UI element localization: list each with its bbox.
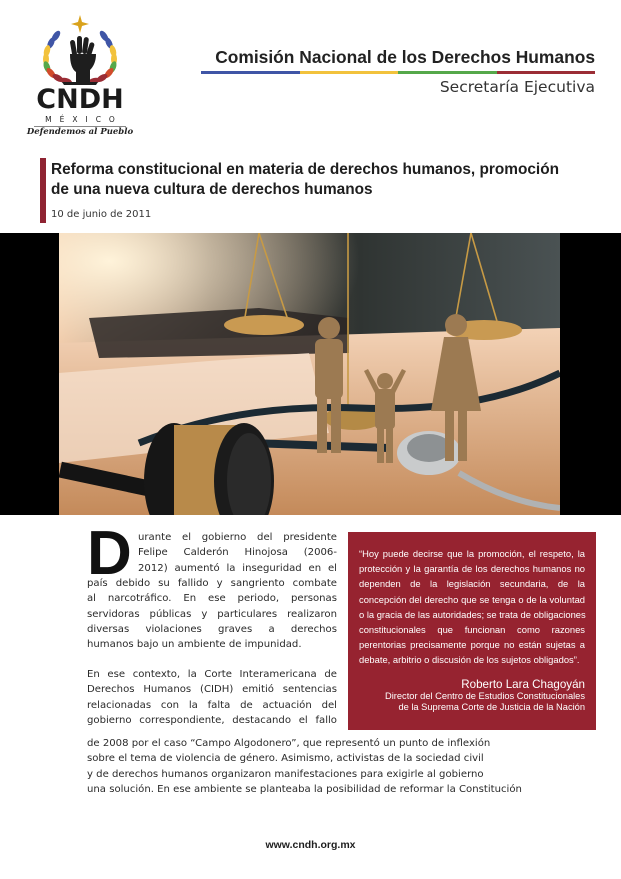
text-line: humanos bajo un ambiente de impunidad. [87,639,302,651]
organization-unit: Secretaría Ejecutiva [439,78,595,96]
quote-line: perentorias precisamente porque no están sujetas a [359,639,585,651]
text-line: sobre el tema de violencia de género. Asimismo, activistas de la sociedad civil [87,753,484,765]
logo-emblem [26,12,134,87]
text-line: servidoras públicas y particulares realizaron [87,608,337,620]
quote-line: debate, arbitrio o discusión de los sujetos obligados”. [359,654,580,666]
paragraph-2-continued [87,736,597,797]
photo-band [0,233,621,515]
article-date: 10 de junio de 2011 [51,209,152,220]
cndh-logo [26,12,134,137]
quote-author-role: Director del Centro de Estudios Constitucionales [385,690,585,701]
article-photo [59,233,560,515]
text-line: 2012) aumentó la inseguridad en el [138,562,337,574]
quote-line: dependen de la legislación secundaria, de la [359,578,585,590]
article-title-line: Reforma constitucional en materia de derechos humanos, promoción [51,161,559,178]
text-line: de 2008 por el caso “Campo Algodonero”, que representó un punto de inflexión [87,738,491,749]
dropcap-letter: D [87,519,132,588]
paragraph-1 [87,576,337,652]
pull-quote-box [348,532,596,730]
text-line: gobierno correspondiente, destacando el fallo [87,714,337,726]
rule-segment-green [398,71,497,74]
rule-segment-blue [201,71,300,74]
text-line: Felipe Calderón Hinojosa (2006- [138,547,337,559]
text-line: país debido su fallido y sangriento combate [87,578,337,589]
text-line: En ese contexto, la Corte Interamericana de [87,669,337,680]
quote-line: “Hoy puede decirse que la promoción, el respeto, la [359,548,585,559]
organization-name: Comisión Nacional de los Derechos Humanos [215,47,595,67]
article-title-line: de una nueva cultura de derechos humanos [51,181,373,198]
footer-website-link[interactable]: www.cndh.org.mx [265,839,356,851]
quote-author: Roberto Lara Chagoyán [461,677,585,691]
quote-line: protección y la garantía de los derechos humanos no [359,563,585,575]
star-icon [71,15,89,33]
quote-author-role: de la Suprema Corte de Justicia de la Nación [398,702,585,713]
paragraph-2 [87,667,337,728]
paragraph-1-intro [138,530,337,576]
header-color-rule [201,71,595,74]
quote-line: o la gracia de las autoridades; se trata de obligaciones [359,608,586,620]
quote-line: concepción del derecho que se tenga o de la voluntad [359,593,585,605]
raised-hand-icon [62,36,98,85]
text-line: urante el gobierno del presidente [138,532,337,543]
text-line: al narcotráfico. En ese periodo, personas [87,593,337,605]
quote-line: constitucionales que funcionan como razones [359,624,585,636]
rule-segment-yellow [300,71,399,74]
rule-segment-red [497,71,596,74]
text-line: diversas violaciones graves a derechos [87,623,337,635]
article-title [51,160,611,200]
text-line: relacionadas con la falta de actuación del [87,699,337,711]
title-accent-bar [40,158,46,223]
text-line: y de derechos humanos organizaron manifestaciones para exigirle al gobierno [87,768,484,780]
text-line: Derechos Humanos (CIDH) emitió sentencias [87,684,337,696]
text-line: una solución. En ese ambiente se planteaba la posibilidad de reformar la Constitución [87,783,522,795]
quote-text [359,546,585,668]
logo-acronym: CNDH [36,84,124,115]
logo-country: MÉXICO [45,115,123,124]
logo-motto: Defendemos al Pueblo [26,127,134,137]
